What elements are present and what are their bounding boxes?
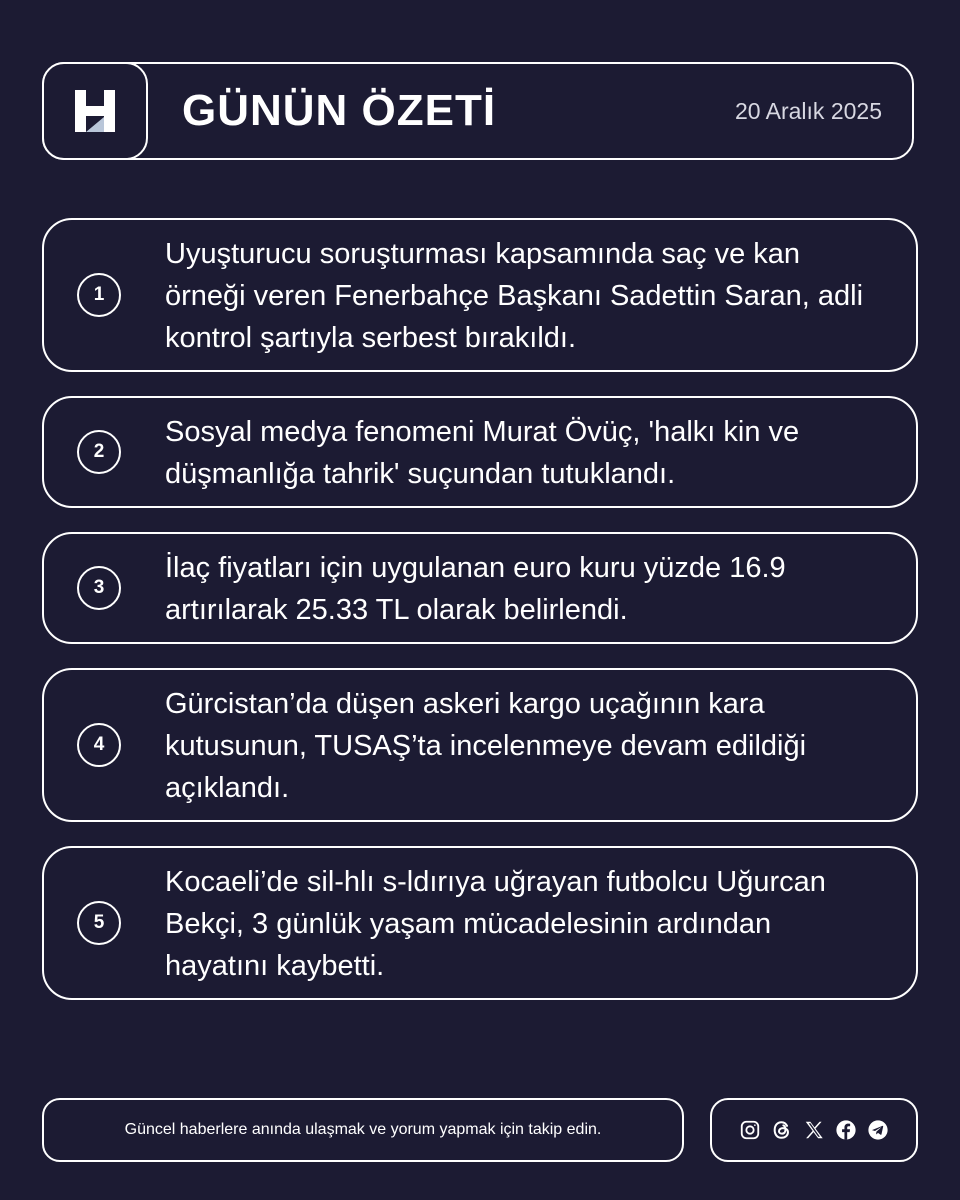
- item-number-badge: 2: [77, 430, 121, 474]
- threads-icon[interactable]: [770, 1118, 794, 1142]
- item-number-badge: 1: [77, 273, 121, 317]
- page-title: GÜNÜN ÖZETİ: [182, 86, 497, 135]
- item-number-badge: 5: [77, 901, 121, 945]
- h-logo-icon: [71, 87, 119, 135]
- news-item-2: [42, 396, 918, 508]
- item-text: Kocaeli’de sil-hlı s-ldırıya uğrayan futbolcu Uğurcan Bekçi, 3 günlük yaşam mücadelesinin ardından hayatını kaybetti.: [165, 866, 826, 982]
- news-item-4: [42, 668, 918, 822]
- instagram-icon[interactable]: [738, 1118, 762, 1142]
- news-item-1: [42, 218, 918, 372]
- date-label: 20 Aralık 2025: [734, 98, 882, 124]
- telegram-icon[interactable]: [866, 1118, 890, 1142]
- follow-text: Güncel haberlere anında ulaşmak ve yorum yapmak için takip edin.: [124, 1121, 602, 1138]
- header-bar: [42, 62, 914, 160]
- follow-banner: [42, 1098, 684, 1162]
- item-number-badge: 3: [77, 566, 121, 610]
- item-text: İlaç fiyatları için uygulanan euro kuru yüzde 16.9 artırılarak 25.33 TL olarak belirlendi.: [165, 552, 786, 626]
- item-text: Uyuşturucu soruşturması kapsamında saç ve kan örneği veren Fenerbahçe Başkanı Sadettin Saran, adli kontrol şartıyla serbest bırakıldı.: [165, 238, 864, 354]
- logo-box: [42, 62, 148, 160]
- item-text: Gürcistan’da düşen askeri kargo uçağının kara kutusunun, TUSAŞ’ta incelenmeye devam edildiği açıklandı.: [165, 688, 807, 804]
- news-item-5: [42, 846, 918, 1000]
- facebook-icon[interactable]: [834, 1118, 858, 1142]
- item-number-badge: 4: [77, 723, 121, 767]
- news-item-3: [42, 532, 918, 644]
- x-icon[interactable]: [802, 1118, 826, 1142]
- social-links: [710, 1098, 918, 1162]
- item-text: Sosyal medya fenomeni Murat Övüç, 'halkı kin ve düşmanlığa tahrik' suçundan tutuklandı.: [165, 416, 800, 490]
